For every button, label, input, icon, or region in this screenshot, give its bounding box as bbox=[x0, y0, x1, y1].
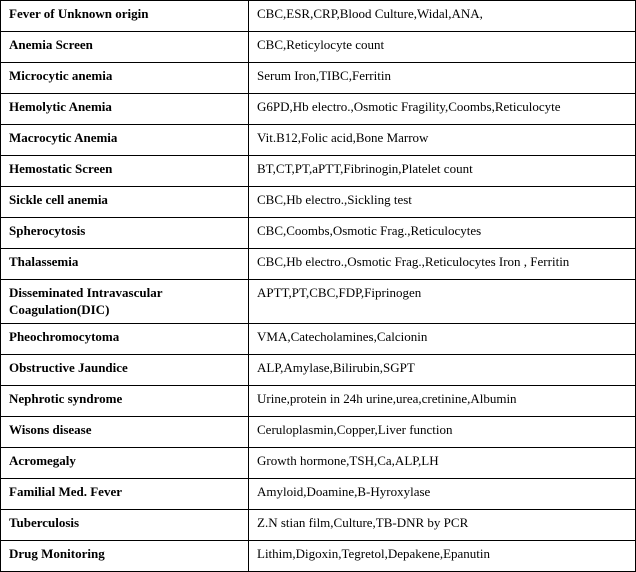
tests-cell: CBC,Coombs,Osmotic Frag.,Reticulocytes bbox=[249, 218, 636, 249]
tests-cell: ALP,Amylase,Bilirubin,SGPT bbox=[249, 355, 636, 386]
condition-cell: Hemolytic Anemia bbox=[1, 94, 249, 125]
table-row bbox=[1, 355, 636, 386]
table-row bbox=[1, 541, 636, 572]
table-row bbox=[1, 218, 636, 249]
table-row bbox=[1, 156, 636, 187]
condition-cell: Anemia Screen bbox=[1, 32, 249, 63]
tests-cell: Ceruloplasmin,Copper,Liver function bbox=[249, 417, 636, 448]
condition-cell: Sickle cell anemia bbox=[1, 187, 249, 218]
condition-cell: Macrocytic Anemia bbox=[1, 125, 249, 156]
tests-cell: CBC,Reticylocyte count bbox=[249, 32, 636, 63]
table-row bbox=[1, 280, 636, 324]
tests-cell: CBC,Hb electro.,Osmotic Frag.,Reticulocytes Iron , Ferritin bbox=[249, 249, 636, 280]
tests-cell: Amyloid,Doamine,B-Hyroxylase bbox=[249, 479, 636, 510]
tests-cell: Lithim,Digoxin,Tegretol,Depakene,Epanutin bbox=[249, 541, 636, 572]
condition-cell: Pheochromocytoma bbox=[1, 324, 249, 355]
tests-cell: VMA,Catecholamines,Calcionin bbox=[249, 324, 636, 355]
tests-cell: G6PD,Hb electro.,Osmotic Fragility,Coombs,Reticulocyte bbox=[249, 94, 636, 125]
table-row bbox=[1, 125, 636, 156]
tests-cell: CBC,ESR,CRP,Blood Culture,Widal,ANA, bbox=[249, 1, 636, 32]
table-row bbox=[1, 187, 636, 218]
tests-cell: Z.N stian film,Culture,TB-DNR by PCR bbox=[249, 510, 636, 541]
condition-cell: Nephrotic syndrome bbox=[1, 386, 249, 417]
tests-cell: Urine,protein in 24h urine,urea,cretinine,Albumin bbox=[249, 386, 636, 417]
tests-cell: Serum Iron,TIBC,Ferritin bbox=[249, 63, 636, 94]
condition-cell: Hemostatic Screen bbox=[1, 156, 249, 187]
table-row bbox=[1, 249, 636, 280]
table-row bbox=[1, 63, 636, 94]
condition-cell: Drug Monitoring bbox=[1, 541, 249, 572]
table-row bbox=[1, 479, 636, 510]
table-row bbox=[1, 1, 636, 32]
table-row bbox=[1, 417, 636, 448]
condition-cell: Disseminated Intravascular Coagulation(DIC) bbox=[1, 280, 249, 324]
table-row bbox=[1, 94, 636, 125]
condition-cell: Familial Med. Fever bbox=[1, 479, 249, 510]
table-row bbox=[1, 386, 636, 417]
tests-cell: BT,CT,PT,aPTT,Fibrinogin,Platelet count bbox=[249, 156, 636, 187]
condition-cell: Spherocytosis bbox=[1, 218, 249, 249]
table-row bbox=[1, 448, 636, 479]
tests-cell: CBC,Hb electro.,Sickling test bbox=[249, 187, 636, 218]
tests-cell: APTT,PT,CBC,FDP,Fiprinogen bbox=[249, 280, 636, 324]
condition-cell: Wisons disease bbox=[1, 417, 249, 448]
tests-cell: Growth hormone,TSH,Ca,ALP,LH bbox=[249, 448, 636, 479]
table-row bbox=[1, 324, 636, 355]
condition-cell: Acromegaly bbox=[1, 448, 249, 479]
table-row bbox=[1, 510, 636, 541]
condition-cell: Microcytic anemia bbox=[1, 63, 249, 94]
condition-cell: Thalassemia bbox=[1, 249, 249, 280]
condition-cell: Tuberculosis bbox=[1, 510, 249, 541]
table-row bbox=[1, 32, 636, 63]
condition-cell: Fever of Unknown origin bbox=[1, 1, 249, 32]
condition-cell: Obstructive Jaundice bbox=[1, 355, 249, 386]
tests-cell: Vit.B12,Folic acid,Bone Marrow bbox=[249, 125, 636, 156]
diagnostic-table-body bbox=[1, 1, 636, 572]
